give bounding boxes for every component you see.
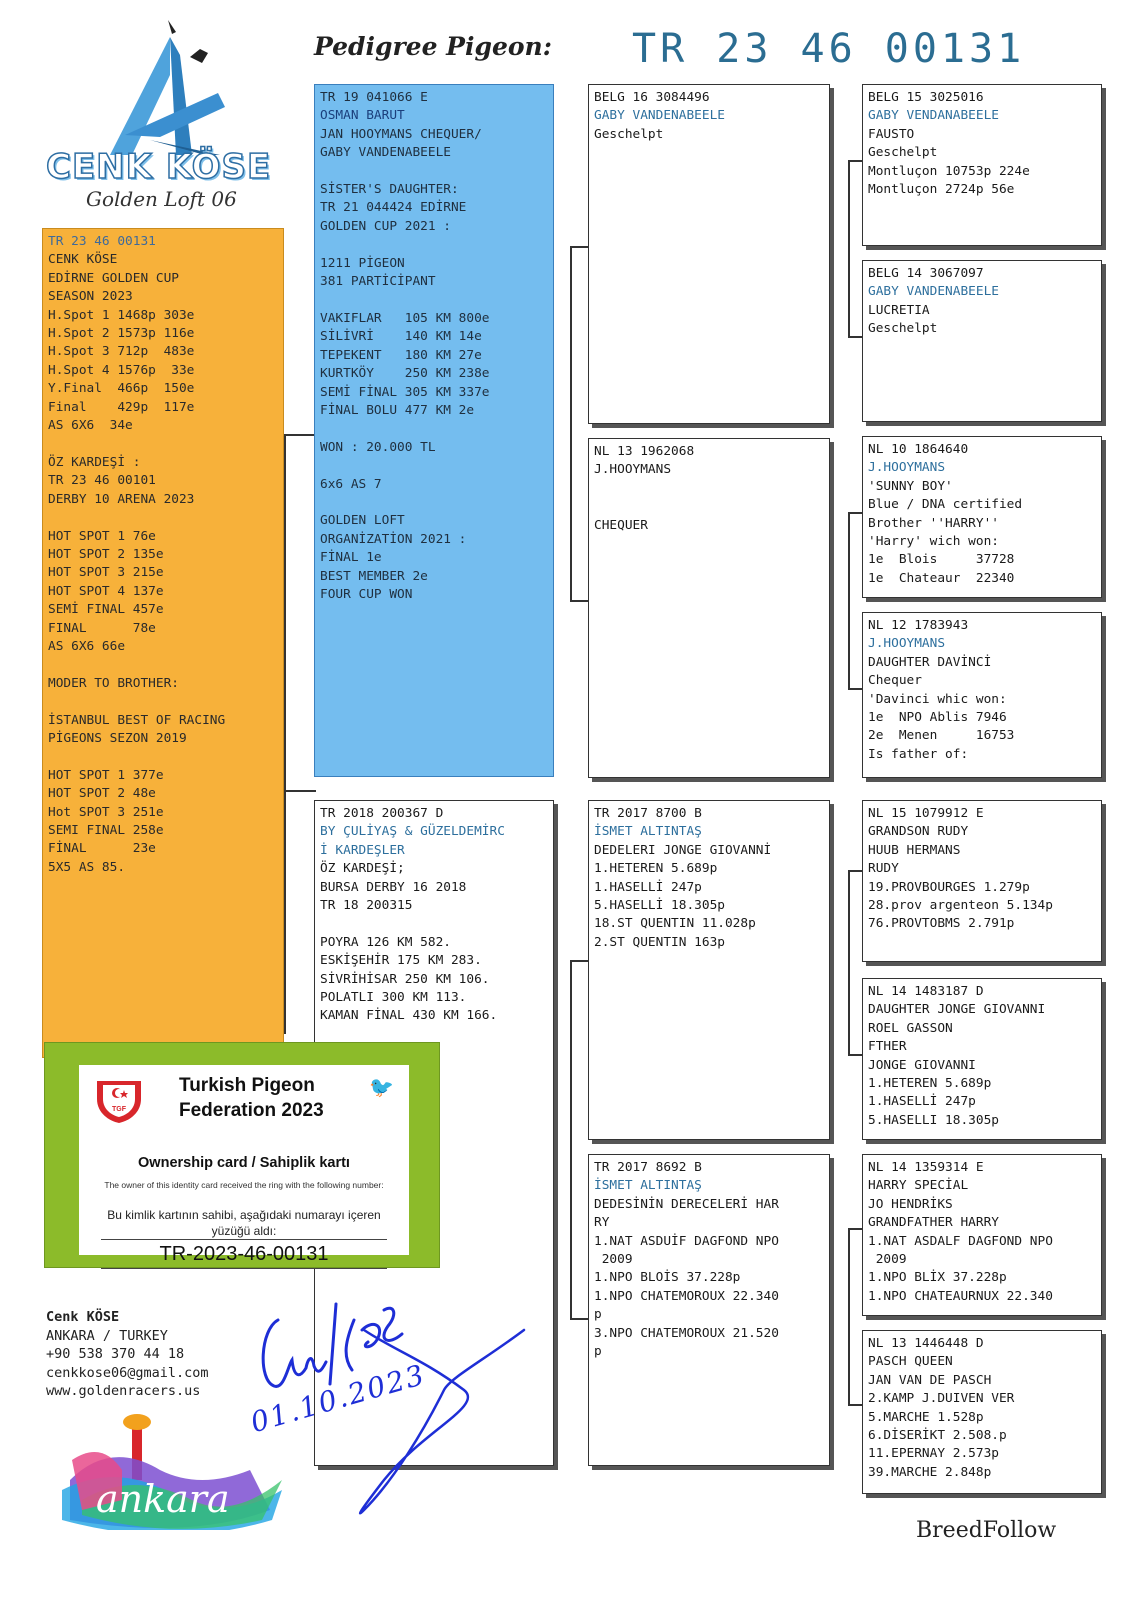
- breeder-name: İSMET ALTINTAŞ: [594, 824, 702, 840]
- dam-line: ESKİŞEHİR 175 KM 283.: [320, 953, 482, 969]
- pigeon-line: 1.HETEREN 5.689p: [868, 1076, 992, 1092]
- subject-line: Final 429p 117e: [48, 399, 195, 415]
- pigeon-line: 1.HASELLİ 247p: [594, 879, 702, 895]
- connector-dam-bottom: [570, 1318, 590, 1320]
- subject-pigeon-box: [42, 228, 284, 1058]
- sire-line: VAKIFLAR 105 KM 800e: [320, 310, 490, 326]
- pigeon-line: 1.NAT ASDALF DAGFOND NPO: [868, 1233, 1053, 1249]
- grandsire-sire-box: [588, 84, 830, 424]
- sire-line: WON : 20.000 TL: [320, 439, 436, 455]
- contact-website[interactable]: www.goldenracers.us: [46, 1383, 201, 1399]
- pigeon-line: 1.NPO CHATEMOROUX 22.340: [594, 1288, 779, 1304]
- ggp-ddd-box: [862, 1330, 1102, 1494]
- contact-block: [46, 1308, 209, 1401]
- connector-gp1: [848, 160, 850, 336]
- pigeon-line: 'SUNNY BOY': [868, 478, 953, 494]
- subject-line: AS 6X6 66e: [48, 638, 126, 654]
- sire-line: ORGANİZATİON 2021 :: [320, 531, 467, 547]
- pigeon-line: 1.NPO CHATEAURNUX 22.340: [868, 1288, 1053, 1304]
- contact-city: ANKARA / TURKEY: [46, 1327, 168, 1344]
- dam-line: KAMAN FİNAL 430 KM 166.: [320, 1008, 498, 1024]
- subject-line: HOT SPOT 2 135e: [48, 546, 164, 562]
- subject-line: [48, 748, 278, 766]
- pigeon-line: DAUGHTER JONGE GIOVANNI: [868, 1002, 1046, 1018]
- pigeon-line: 76.PROVTOBMS 2.791p: [868, 916, 1015, 932]
- pigeon-line: FAUSTO: [868, 126, 915, 142]
- breeder-name: BY ÇULİYAŞ & GÜZELDEMİRC: [320, 824, 505, 840]
- sire-line: TR 21 044424 EDİRNE: [320, 200, 467, 216]
- ring-number: NL 13 1446448 D: [868, 1336, 984, 1351]
- pigeon-line: Geschelpt: [868, 321, 938, 337]
- card-title-line: Turkish Pigeon: [179, 1075, 315, 1096]
- connector-gp2-top: [848, 512, 862, 514]
- pigeon-line: p: [594, 1344, 602, 1360]
- sire-line: [320, 236, 548, 254]
- pigeon-line: JONGE GIOVANNI: [868, 1057, 976, 1073]
- subject-line: TR 23 46 00101: [48, 473, 156, 489]
- subject-line: Y.Final 466p 150e: [48, 381, 195, 397]
- pigeon-line: Blue / DNA certified: [868, 497, 1023, 513]
- sire-line: GOLDEN LOFT: [320, 513, 405, 529]
- sire-line: 6x6 AS 7: [320, 476, 382, 492]
- ankara-skyline-icon: [62, 1400, 292, 1530]
- pigeon-line: Geschelpt: [594, 126, 664, 142]
- pigeon-line: 5.MARCHE 1.528p: [868, 1409, 984, 1425]
- subject-line: HOT SPOT 3 215e: [48, 565, 164, 581]
- granddam-dam-box: [588, 1154, 830, 1466]
- ownership-card: [44, 1042, 440, 1268]
- card-subtitle: Ownership card / Sahiplik kartı: [138, 1155, 350, 1171]
- sire-line: [320, 163, 548, 181]
- signature-date: 01.10.2023: [246, 1357, 430, 1440]
- connector-gp3-top: [848, 870, 862, 872]
- breeder-name: J.HOOYMANS: [868, 460, 946, 476]
- sire-line: [320, 291, 548, 309]
- owner-name: CENK KÖSE: [48, 252, 118, 268]
- breeder-name: J.HOOYMANS: [868, 636, 946, 652]
- ring-number: NL 12 1783943: [868, 618, 969, 633]
- pigeon-line: [594, 498, 824, 516]
- sire-line: KURTKÖY 250 KM 238e: [320, 366, 490, 382]
- subject-line: HOT SPOT 4 137e: [48, 583, 164, 599]
- pigeon-line: 2.KAMP J.DUIVEN VER: [868, 1391, 1015, 1407]
- pigeon-line: GRANDFATHER HARRY: [868, 1215, 999, 1231]
- subject-line: [48, 435, 278, 453]
- subject-line: H.Spot 1 1468p 303e: [48, 307, 195, 323]
- pigeon-line: Brother ''HARRY'': [868, 515, 999, 531]
- breeder-name: OSMAN BARUT: [320, 108, 405, 124]
- dam-line: BURSA DERBY 16 2018: [320, 879, 467, 895]
- contact-email[interactable]: cenkkose06@gmail.com: [46, 1364, 209, 1381]
- ring-number: TR 19 041066 E: [320, 90, 428, 105]
- connector-gp2: [848, 512, 850, 688]
- connector-gp2-bottom: [848, 688, 862, 690]
- connector-gp1-top: [848, 160, 862, 162]
- svg-text:TGF: TGF: [112, 1106, 126, 1113]
- card-title: [179, 1073, 324, 1123]
- sire-line: SEMİ FİNAL 305 KM 337e: [320, 384, 490, 400]
- connector-sire-bottom: [570, 600, 590, 602]
- pigeon-line: 1e NPO Ablis 7946: [868, 710, 1007, 726]
- connector-gp4-top: [848, 1228, 862, 1230]
- sire-line: GOLDEN CUP 2021 :: [320, 218, 451, 234]
- sire-line: JAN HOOYMANS CHEQUER/: [320, 126, 482, 142]
- pigeon-line: 1.HETEREN 5.689p: [594, 861, 718, 877]
- sire-line: SİLİVRİ 140 KM 14e: [320, 329, 482, 345]
- pigeon-line: 2.ST QUENTIN 163p: [594, 934, 725, 950]
- connector-gp3-bottom: [848, 1054, 862, 1056]
- breeder-name: İSMET ALTINTAŞ: [594, 1178, 702, 1194]
- subject-line: MODER TO BROTHER:: [48, 675, 179, 691]
- granddam-sire-box: [588, 438, 830, 778]
- subject-line: HOT SPOT 2 48e: [48, 786, 156, 802]
- dam-line: POLATLI 300 KM 113.: [320, 990, 467, 1006]
- sire-line: BEST MEMBER 2e: [320, 568, 428, 584]
- breeder-name: GABY VENDANABEELE: [868, 108, 999, 124]
- connector-gp4-bottom: [848, 1404, 862, 1406]
- pigeon-line: 2e Menen 16753: [868, 728, 1015, 744]
- ankara-text: ankara: [96, 1477, 230, 1521]
- ggp-dss-box: [862, 800, 1102, 962]
- pigeon-icon: 🐦: [369, 1075, 394, 1099]
- ring-number: BELG 15 3025016: [868, 90, 984, 105]
- ggp-dds-box: [862, 1154, 1102, 1316]
- ring-number: TR 23 46 00131: [48, 234, 156, 249]
- dam-line: [320, 915, 548, 933]
- breeder-name: İ KARDEŞLER: [320, 842, 405, 858]
- brand-logo: [40, 15, 310, 215]
- pigeon-line: 2009: [868, 1252, 907, 1268]
- sire-line: GABY VANDENABEELE: [320, 145, 451, 161]
- card-ring-number: TR-2023-46-00131: [101, 1239, 387, 1269]
- brand-tagline: Golden Loft 06: [86, 187, 237, 211]
- connector-dam-top: [570, 960, 590, 962]
- ring-number: NL 10 1864640: [868, 442, 969, 457]
- ggp-dsd-box: [862, 978, 1102, 1140]
- pigeon-line: 5.HASELLİ 18.305p: [594, 898, 725, 914]
- pigeon-line: DEDESİNİN DERECELERİ HAR: [594, 1196, 779, 1212]
- pigeon-line: 3.NPO CHATEMOROUX 21.520: [594, 1325, 779, 1341]
- pigeon-line: 1e Blois 37728: [868, 552, 1015, 568]
- pigeon-line: RUDY: [868, 861, 899, 877]
- subject-line: İSTANBUL BEST OF RACING: [48, 712, 226, 728]
- pigeon-line: Chequer: [868, 673, 922, 689]
- subject-line: FİNAL 23e: [48, 841, 156, 857]
- subject-line: ÖZ KARDEŞİ :: [48, 454, 141, 470]
- pigeon-line: DAUGHTER DAVİNCİ: [868, 654, 992, 670]
- pigeon-line: 28.prov argenteon 5.134p: [868, 898, 1053, 914]
- pigeon-line: CHEQUER: [594, 517, 648, 533]
- subject-line: [48, 509, 278, 527]
- subject-line: HOT SPOT 1 76e: [48, 528, 156, 544]
- subject-line: H.Spot 2 1573p 116e: [48, 326, 195, 342]
- page-title: Pedigree Pigeon:: [314, 32, 552, 61]
- sire-line: FOUR CUP WON: [320, 586, 413, 602]
- connector-gp1-bottom: [848, 336, 862, 338]
- ring-number: NL 14 1483187 D: [868, 984, 984, 999]
- ankara-city-logo: [62, 1400, 292, 1530]
- sire-line: TEPEKENT 180 KM 27e: [320, 347, 482, 363]
- dam-line: ÖZ KARDEŞİ;: [320, 861, 405, 877]
- breeder-name: GABY VANDENABEELE: [868, 284, 999, 300]
- pigeon-line: 11.EPERNAY 2.573p: [868, 1446, 999, 1462]
- pigeon-line: 1e Chateaur 22340: [868, 570, 1015, 586]
- pigeon-line: GRANDSON RUDY: [868, 824, 969, 840]
- sire-line: [320, 457, 548, 475]
- contact-phone: +90 538 370 44 18: [46, 1346, 185, 1362]
- pigeon-line: p: [594, 1307, 602, 1323]
- subject-line: SEASON 2023: [48, 289, 133, 305]
- pigeon-line: 'Harry' wich won:: [868, 534, 999, 550]
- breeder-name: J.HOOYMANS: [594, 462, 672, 478]
- subject-line: PİGEONS SEZON 2019: [48, 730, 187, 746]
- pigeon-line: 2009: [594, 1252, 633, 1268]
- pigeon-line: Montluçon 10753p 224e: [868, 163, 1030, 179]
- brand-name: CENK KÖSE: [46, 147, 272, 187]
- subject-line: AS 6X6 34e: [48, 418, 133, 434]
- connector-sire-top: [570, 246, 590, 248]
- dam-line: POYRA 126 KM 582.: [320, 934, 451, 950]
- sire-line: FİNAL BOLU 477 KM 2e: [320, 402, 475, 418]
- sire-line: SİSTER'S DAUGHTER:: [320, 182, 459, 198]
- ring-number: TR 2017 8692 B: [594, 1160, 702, 1175]
- subject-line: [48, 656, 278, 674]
- ring-number: BELG 16 3084496: [594, 90, 710, 105]
- ring-number: NL 14 1359314 E: [868, 1160, 984, 1175]
- subject-line: H.Spot 3 712p 483e: [48, 344, 195, 360]
- subject-line: [48, 693, 278, 711]
- pigeon-line: 'Davinci whic won:: [868, 691, 1007, 707]
- pigeon-line: 18.ST QUENTIN 11.028p: [594, 916, 756, 932]
- pigeon-line: 1.NPO BLOİS 37.228p: [594, 1270, 741, 1286]
- subject-line: H.Spot 4 1576p 33e: [48, 362, 195, 378]
- connector-subject-bottom: [284, 790, 316, 792]
- dam-line: SİVRİHİSAR 250 KM 106.: [320, 971, 490, 987]
- subject-line: FINAL 78e: [48, 620, 156, 636]
- sire-line: [320, 420, 548, 438]
- pigeon-line: Geschelpt: [868, 145, 938, 161]
- ggp-ssd-box: [862, 260, 1102, 422]
- connector-gp3: [848, 870, 850, 1054]
- breeder-name: GABY VANDENABEELE: [594, 108, 725, 124]
- sire-box: [314, 84, 554, 777]
- subject-line: SEMI FINAL 258e: [48, 823, 164, 838]
- ggp-sdd-box: [862, 612, 1102, 778]
- ring-number: TR 2018 200367 D: [320, 806, 444, 821]
- card-title-line: Federation 2023: [179, 1100, 324, 1121]
- sire-line: [320, 494, 548, 512]
- pigeon-line: 19.PROVBOURGES 1.279p: [868, 879, 1030, 895]
- pigeon-line: 1.NAT ASDUİF DAGFOND NPO: [594, 1233, 779, 1249]
- subject-line: SEMİ FINAL 457e: [48, 602, 164, 618]
- contact-name: Cenk KÖSE: [46, 1309, 120, 1325]
- pigeon-line: [594, 480, 824, 498]
- pigeon-line: PASCH QUEEN: [868, 1354, 953, 1370]
- ggp-sss-box: [862, 84, 1102, 246]
- grandsire-dam-box: [588, 800, 830, 1140]
- connector-subject: [284, 434, 286, 1034]
- pigeon-line: LUCRETIA: [868, 302, 930, 318]
- card-english-text: The owner of this identity card received the ring with the following number:: [104, 1180, 384, 1190]
- dam-line: TR 18 200315: [320, 898, 413, 914]
- ring-number-header: TR 23 46 00131: [632, 26, 1026, 72]
- pigeon-line: 1.HASELLİ 247p: [868, 1094, 976, 1110]
- card-turkish-text: Bu kimlik kartının sahibi, aşağıdaki numarayı içeren yüzüğü aldı:: [107, 1208, 381, 1238]
- federation-emblem-icon: [91, 1075, 147, 1125]
- pigeon-line: HARRY SPECİAL: [868, 1178, 969, 1194]
- breeder-name: JO HENDRİKS: [868, 1196, 953, 1212]
- breeder-name: HUUB HERMANS: [868, 842, 961, 858]
- pigeon-line: 5.HASELLI 18.305p: [868, 1112, 999, 1128]
- subject-line: EDİRNE GOLDEN CUP: [48, 270, 179, 286]
- pigeon-line: FTHER: [868, 1039, 907, 1055]
- pigeon-line: 1.NPO BLİX 37.228p: [868, 1270, 1007, 1286]
- pigeon-line: 39.MARCHE 2.848p: [868, 1464, 992, 1480]
- connector-gp4: [848, 1228, 850, 1404]
- ownership-card-inner: [79, 1065, 409, 1265]
- ggp-sds-box: [862, 436, 1102, 598]
- pigeon-line: DEDELERI JONGE GIOVANNİ: [594, 842, 772, 858]
- connector-sire: [570, 246, 572, 601]
- sire-line: FİNAL 1e: [320, 550, 382, 566]
- sire-line: 1211 PİGEON: [320, 255, 405, 271]
- ring-number: BELG 14 3067097: [868, 266, 984, 281]
- breeder-name: JAN VAN DE PASCH: [868, 1372, 992, 1388]
- connector-subject-top: [284, 434, 316, 436]
- pigeon-line: Montluçon 2724p 56e: [868, 182, 1015, 198]
- ring-number: NL 13 1962068: [594, 444, 695, 459]
- breedfollow-watermark: BreedFollow: [916, 1518, 1057, 1543]
- ring-number: NL 15 1079912 E: [868, 806, 984, 821]
- subject-line: HOT SPOT 1 377e: [48, 767, 164, 783]
- sire-line: 381 PARTİCİPANT: [320, 274, 436, 290]
- breeder-name: ROEL GASSON: [868, 1020, 953, 1036]
- subject-line: DERBY 10 ARENA 2023: [48, 491, 195, 507]
- pigeon-line: Is father of:: [868, 746, 969, 762]
- ring-number: TR 2017 8700 B: [594, 806, 702, 821]
- subject-line: 5X5 AS 85.: [48, 859, 126, 875]
- subject-line: Hot SPOT 3 251e: [48, 804, 164, 820]
- pigeon-line: RY: [594, 1215, 610, 1231]
- connector-dam: [570, 960, 572, 1320]
- pigeon-line: 6.DİSERİKT 2.508.p: [868, 1428, 1007, 1444]
